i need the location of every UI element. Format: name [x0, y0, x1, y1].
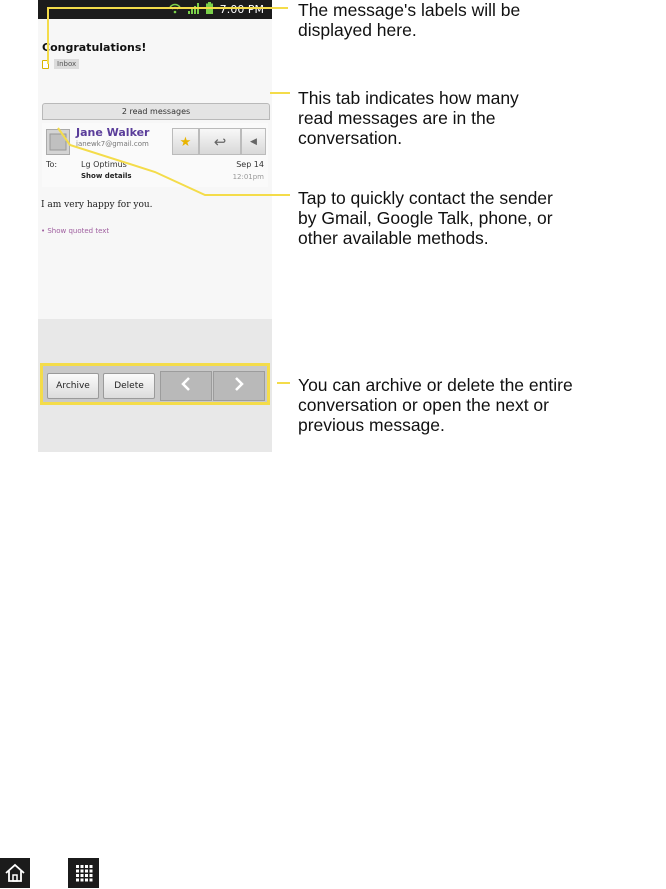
show-quoted-text-link[interactable]: • Show quoted text — [41, 227, 110, 235]
triangle-left-icon: ◀ — [250, 136, 257, 146]
show-details-link[interactable]: Show details — [81, 172, 132, 180]
delete-button[interactable]: Delete — [103, 373, 155, 399]
callout-line-contact — [58, 128, 290, 195]
message-body: I am very happy for you. — [41, 200, 153, 210]
callout-actions: You can archive or delete the entire conversation or open the next or previous message. — [298, 375, 573, 435]
home-icon — [0, 858, 30, 888]
label-chip-inbox[interactable]: Inbox — [54, 59, 79, 69]
star-icon: ★ — [179, 133, 192, 149]
message-subject: Congratulations! — [42, 41, 147, 54]
callout-labels: The message's labels will be displayed here. — [298, 0, 521, 40]
callout-line-labels — [48, 8, 288, 64]
sender-name: Jane Walker — [76, 126, 150, 139]
message-date: Sep 14 — [236, 160, 264, 169]
message-time: 12:01pm — [232, 173, 264, 181]
status-time: 7:00 PM — [219, 3, 264, 16]
reply-icon: ↩ — [213, 133, 227, 151]
callout-contact: Tap to quickly contact the sender by Gmail, Google Talk, phone, or other available methods. — [298, 188, 553, 248]
to-value: Lg Optimus — [81, 160, 127, 169]
callout-read-tab: This tab indicates how many read messages are in the conversation. — [298, 88, 519, 148]
archive-button[interactable]: Archive — [47, 373, 99, 399]
read-messages-tab[interactable]: 2 read messages — [42, 103, 270, 120]
to-label: To: — [46, 160, 58, 169]
sender-email: janewk7@gmail.com — [76, 140, 149, 148]
apps-grid-icon — [68, 858, 99, 888]
